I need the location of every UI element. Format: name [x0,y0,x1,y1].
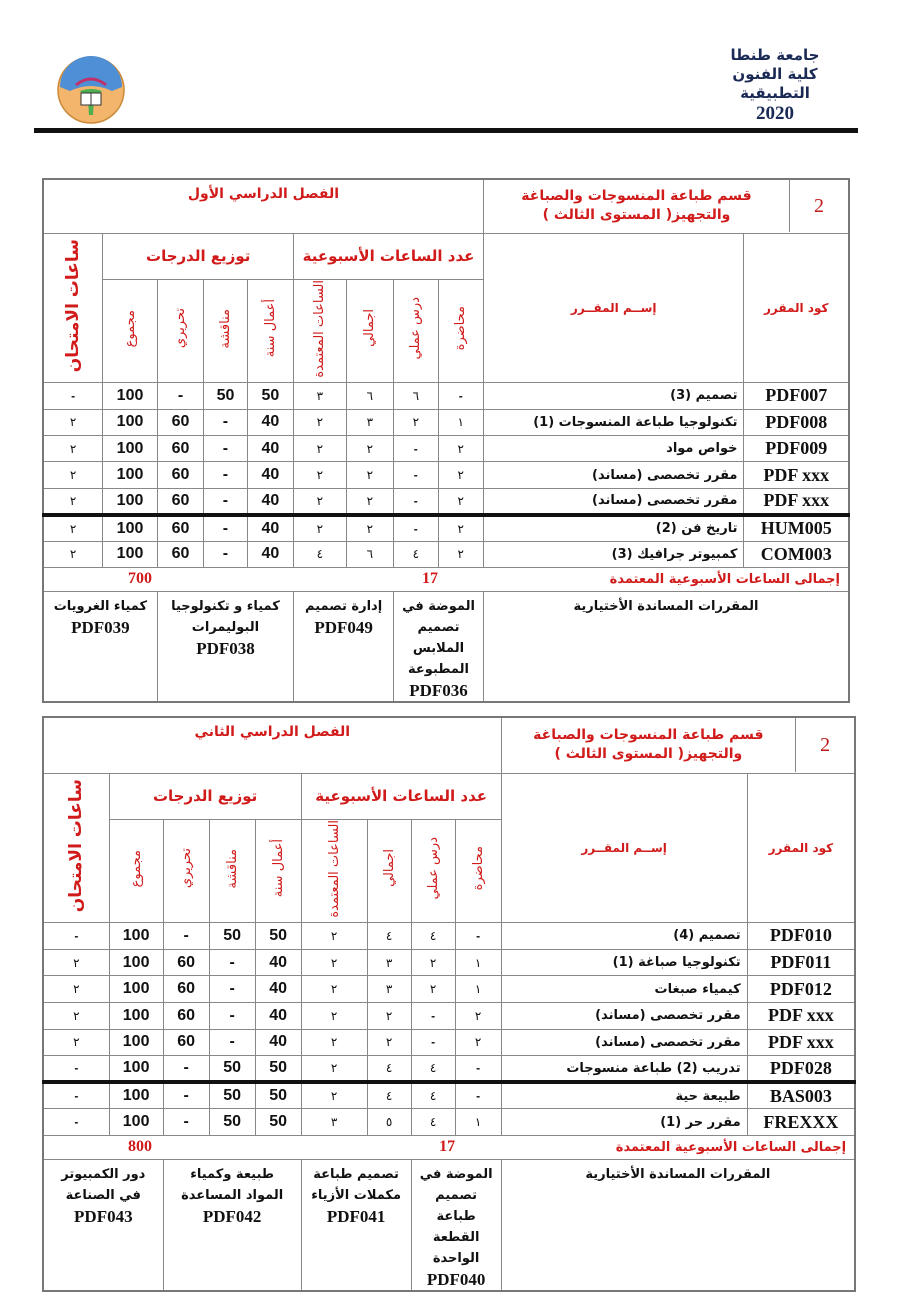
course-credit: ٤ [294,541,347,567]
course-name: مقرر حر (1) [501,1109,747,1136]
course-year-work: 40 [247,409,293,435]
elective-code: PDF039 [71,617,130,637]
course-practical: ٤ [411,1056,455,1083]
elective-course [301,1159,411,1291]
course-name: مقرر تخصصى (مساند) [501,1002,747,1029]
course-code: BAS003 [747,1082,855,1109]
course-row [43,1056,855,1083]
course-total: ٤ [367,1082,411,1109]
group-header-grade-distribution: توزيع الدرجات [109,773,301,819]
column-header-label: الساعات المعتمدة [312,279,328,378]
electives-row [43,1159,855,1291]
course-total: ٤ [367,923,411,950]
column-header-label: مجموع [128,849,144,887]
header-divider [34,128,858,133]
course-written: 60 [163,1029,209,1056]
course-practical: - [411,1002,455,1029]
elective-code: PDF041 [326,1206,386,1226]
total-hours-value: 17 [247,567,438,591]
group-header-weekly-hours: عدد الساعات الأسبوعية [294,233,484,279]
course-lecture: ١ [455,976,501,1003]
column-header-label: الساعات المعتمدة [326,819,342,918]
elective-name: كمياء و تكنولوجيا البوليمرات [171,598,280,635]
column-header-label: أعمال سنة [270,839,286,898]
course-code: HUM005 [744,515,849,541]
column-header-code: كود المقرر [744,233,849,383]
title-left-cell [483,179,849,233]
course-name: تصميم (4) [501,923,747,950]
course-oral: 50 [209,923,255,950]
elective-code: PDF040 [426,1269,486,1289]
course-row [43,462,849,488]
course-row [43,1029,855,1056]
elective-course [43,591,157,702]
column-header-label: مناقشة [217,308,233,349]
course-total: ٣ [367,976,411,1003]
course-written: - [163,923,209,950]
electives-row [43,591,849,702]
elective-code: PDF038 [196,638,255,658]
semester-title: الفصل الدراسي الثاني [43,717,501,773]
course-sum: 100 [103,515,158,541]
course-oral: - [204,541,247,567]
course-exam: ٢ [43,1002,109,1029]
course-written: - [163,1109,209,1136]
column-header-label: محاضرة [470,846,486,891]
course-name: تصميم (3) [483,383,744,409]
course-row [43,1002,855,1029]
course-oral: 50 [209,1082,255,1109]
course-practical: - [394,435,438,461]
elective-name: إدارة تصميم [305,598,383,614]
elective-code: PDF043 [74,1206,133,1226]
column-header-label: مجموع [122,309,138,347]
course-credit: ٢ [294,435,347,461]
elective-code: PDF049 [314,617,373,637]
exam-hours-label: ساعات الامتحان [62,238,83,372]
column-header-lecture [438,279,483,383]
university-logo-icon [56,55,126,125]
course-exam: - [43,1082,109,1109]
course-name: كيمياء صبغات [501,976,747,1003]
elective-course [43,1159,163,1291]
course-row [43,541,849,567]
course-credit: ٣ [301,1109,367,1136]
course-total: ٢ [367,1029,411,1056]
course-lecture: - [455,1056,501,1083]
course-written: 60 [157,515,203,541]
course-lecture: ٢ [455,1029,501,1056]
course-row [43,923,855,950]
course-exam: ٢ [43,541,103,567]
semester-title: الفصل الدراسي الأول [43,179,483,233]
group-header-weekly-hours: عدد الساعات الأسبوعية [301,773,501,819]
course-exam: ٢ [43,409,103,435]
course-practical: ٦ [394,383,438,409]
course-total: ٦ [346,541,393,567]
course-exam: - [43,383,103,409]
course-credit: ٢ [294,462,347,488]
column-header-exam-hours [43,233,103,383]
course-name: مقرر تخصصى (مساند) [501,1029,747,1056]
course-sum: 100 [103,409,158,435]
course-credit: ٢ [301,1002,367,1029]
course-total: ٣ [346,409,393,435]
electives-label: المقررات المساندة الأختيارية [483,591,849,702]
course-name: طبيعة حية [501,1082,747,1109]
total-grades-value: 700 [43,567,247,591]
column-header-label: درس عملي [408,297,424,360]
course-row [43,949,855,976]
course-row [43,976,855,1003]
elective-name: كمياء الغرويات [53,598,148,614]
course-written: - [157,383,203,409]
course-oral: - [209,1002,255,1029]
column-header-label: اجمالي [362,309,378,348]
course-code: PDF xxx [747,1002,855,1029]
course-exam: ٢ [43,462,103,488]
semester-table [42,716,856,1292]
column-header-year-work [255,819,301,923]
course-credit: ٢ [301,923,367,950]
elective-name: الموضة في تصميم الملابس المطبوعة [402,598,475,677]
course-sum: 100 [103,488,158,514]
course-total: ٢ [346,462,393,488]
course-oral: 50 [209,1056,255,1083]
course-year-work: 40 [255,976,301,1003]
column-header-practical [411,819,455,923]
column-header-exam-hours [43,773,109,923]
course-total: ٢ [346,435,393,461]
course-year-work: 50 [255,1109,301,1136]
document-year: 2020 [756,103,794,124]
exam-hours-label: ساعات الامتحان [65,778,86,912]
course-written: 60 [157,541,203,567]
course-oral: - [204,409,247,435]
semester-table [42,178,850,703]
elective-name: الموضة في تصميم طباعة القطعة الواحدة [419,1166,493,1266]
course-row [43,515,849,541]
course-year-work: 40 [247,541,293,567]
column-header-label: مناقشة [224,848,240,889]
course-code: PDF012 [747,976,855,1003]
course-total: ٢ [367,1002,411,1029]
column-header-lecture [455,819,501,923]
semester-number: 2 [795,718,854,772]
elective-name: تصميم طباعة مكملات الأزياء [311,1166,402,1203]
course-practical: - [394,488,438,514]
course-credit: ٣ [294,383,347,409]
course-practical: - [394,462,438,488]
course-practical: ٢ [394,409,438,435]
course-lecture: ٢ [438,462,483,488]
course-code: PDF xxx [744,488,849,514]
course-credit: ٢ [301,949,367,976]
course-year-work: 50 [247,383,293,409]
course-exam: - [43,1056,109,1083]
column-header-sum [109,819,163,923]
course-year-work: 40 [255,1029,301,1056]
course-written: 60 [157,435,203,461]
course-code: PDF028 [747,1056,855,1083]
course-credit: ٢ [294,515,347,541]
course-written: 60 [157,462,203,488]
department-title: قسم طباعة المنسوجات والصباغة والتجهيز( المستوى الثالث ) [533,727,764,763]
elective-name: طبيعة وكمياء المواد المساعدة [181,1166,284,1203]
course-code: PDF008 [744,409,849,435]
course-lecture: ٢ [438,515,483,541]
course-total: ٦ [346,383,393,409]
course-oral: - [204,488,247,514]
course-lecture: ٢ [455,1002,501,1029]
column-header-written [157,279,203,383]
course-year-work: 40 [255,949,301,976]
course-oral: - [209,949,255,976]
elective-course [163,1159,301,1291]
course-exam: ٢ [43,488,103,514]
course-sum: 100 [109,1109,163,1136]
course-practical: ٤ [394,541,438,567]
course-name: تدريب (2) طباعة منسوجات [501,1056,747,1083]
column-header-credit-hours [294,279,347,383]
semester-number: 2 [789,180,848,232]
course-practical: ٢ [411,976,455,1003]
course-exam: - [43,1109,109,1136]
course-written: - [163,1082,209,1109]
column-header-oral [204,279,247,383]
course-lecture: ٢ [438,435,483,461]
column-header-year-work [247,279,293,383]
course-code: PDF xxx [747,1029,855,1056]
column-header-label: اجمالي [381,849,397,888]
course-oral: 50 [204,383,247,409]
course-sum: 100 [103,541,158,567]
course-lecture: - [438,383,483,409]
course-oral: - [209,976,255,1003]
column-header-total [346,279,393,383]
course-code: PDF011 [747,949,855,976]
course-row [43,1082,855,1109]
course-year-work: 50 [255,1082,301,1109]
course-total: ٥ [367,1109,411,1136]
course-name: تاريخ فن (2) [483,515,744,541]
total-hours-label: إجمالى الساعات الأسبوعية المعتمدة [455,1135,855,1159]
column-header-oral [209,819,255,923]
course-exam: ٢ [43,976,109,1003]
course-written: - [163,1056,209,1083]
course-credit: ٢ [294,409,347,435]
course-exam: ٢ [43,435,103,461]
column-header-label: محاضرة [453,306,469,351]
course-sum: 100 [103,383,158,409]
course-written: 60 [157,488,203,514]
course-sum: 100 [109,1056,163,1083]
course-sum: 100 [109,976,163,1003]
column-header-written [163,819,209,923]
total-grades-value: 800 [43,1135,255,1159]
department-title: قسم طباعة المنسوجات والصباغة والتجهيز( المستوى الثالث ) [521,188,752,224]
course-exam: ٢ [43,515,103,541]
column-header-label: تحريري [178,848,194,889]
column-header-code: كود المقرر [747,773,855,923]
course-credit: ٢ [301,1082,367,1109]
course-sum: 100 [103,435,158,461]
course-year-work: 40 [247,488,293,514]
total-hours-value: 17 [255,1135,455,1159]
elective-name: دور الكمبيوتر في الصناعة [61,1166,146,1203]
column-header-label: درس عملي [425,837,441,900]
course-code: PDF010 [747,923,855,950]
course-code: COM003 [744,541,849,567]
column-header-label: أعمال سنة [262,299,278,358]
course-lecture: - [455,1082,501,1109]
elective-code: PDF042 [202,1206,262,1226]
course-lecture: ١ [438,409,483,435]
course-credit: ٢ [301,1029,367,1056]
course-total: ٢ [346,515,393,541]
course-year-work: 40 [247,435,293,461]
faculty-name: كلية الفنون التطبيقية [732,65,818,102]
course-oral: - [204,515,247,541]
course-code: PDF xxx [744,462,849,488]
elective-code: PDF036 [409,680,468,700]
course-row [43,488,849,514]
course-sum: 100 [109,1002,163,1029]
course-exam: ٢ [43,1029,109,1056]
course-practical: ٤ [411,1082,455,1109]
course-row [43,1109,855,1136]
course-row [43,435,849,461]
title-left-cell [501,717,855,773]
column-header-total [367,819,411,923]
course-sum: 100 [109,1029,163,1056]
course-credit: ٢ [301,976,367,1003]
total-hours-label: إجمالى الساعات الأسبوعية المعتمدة [438,567,849,591]
course-practical: ٤ [411,923,455,950]
university-name: جامعة طنطا [730,46,820,64]
electives-label: المقررات المساندة الأختيارية [501,1159,855,1291]
course-row [43,383,849,409]
course-year-work: 40 [255,1002,301,1029]
course-name: تكنولوجيا صباغة (1) [501,949,747,976]
course-name: كمبيوتر جرافيك (3) [483,541,744,567]
course-code: PDF009 [744,435,849,461]
course-name: مقرر تخصصى (مساند) [483,462,744,488]
course-lecture: ٢ [438,541,483,567]
column-header-practical [394,279,438,383]
course-oral: - [204,435,247,461]
course-oral: - [209,1029,255,1056]
group-header-grade-distribution: توزيع الدرجات [103,233,294,279]
course-sum: 100 [109,923,163,950]
course-code: PDF007 [744,383,849,409]
course-sum: 100 [103,462,158,488]
course-practical: ٤ [411,1109,455,1136]
course-written: 60 [163,949,209,976]
course-total: ٣ [367,949,411,976]
course-exam: ٢ [43,949,109,976]
elective-course [411,1159,501,1291]
course-credit: ٢ [301,1056,367,1083]
course-oral: - [204,462,247,488]
column-header-label: تحريري [173,308,189,349]
course-lecture: ١ [455,949,501,976]
course-year-work: 40 [247,462,293,488]
course-lecture: - [455,923,501,950]
course-name: مقرر تخصصى (مساند) [483,488,744,514]
course-practical: - [411,1029,455,1056]
course-oral: 50 [209,1109,255,1136]
column-header-credit-hours [301,819,367,923]
course-lecture: ١ [455,1109,501,1136]
column-header-name: إســم المقــرر [501,773,747,923]
course-written: 60 [163,976,209,1003]
column-header-name: إســم المقــرر [483,233,744,383]
elective-course [157,591,293,702]
course-exam: - [43,923,109,950]
course-row [43,409,849,435]
elective-course [294,591,394,702]
column-header-sum [103,279,158,383]
course-code: FREXXX [747,1109,855,1136]
course-year-work: 40 [247,515,293,541]
course-written: 60 [157,409,203,435]
course-name: خواص مواد [483,435,744,461]
course-name: تكنولوجيا طباعة المنسوجات (1) [483,409,744,435]
course-lecture: ٢ [438,488,483,514]
course-written: 60 [163,1002,209,1029]
course-total: ٢ [346,488,393,514]
course-sum: 100 [109,1082,163,1109]
course-practical: ٢ [411,949,455,976]
course-year-work: 50 [255,923,301,950]
course-year-work: 50 [255,1056,301,1083]
course-practical: - [394,515,438,541]
document-header [700,46,850,125]
course-credit: ٢ [294,488,347,514]
elective-course [394,591,484,702]
course-total: ٤ [367,1056,411,1083]
course-sum: 100 [109,949,163,976]
